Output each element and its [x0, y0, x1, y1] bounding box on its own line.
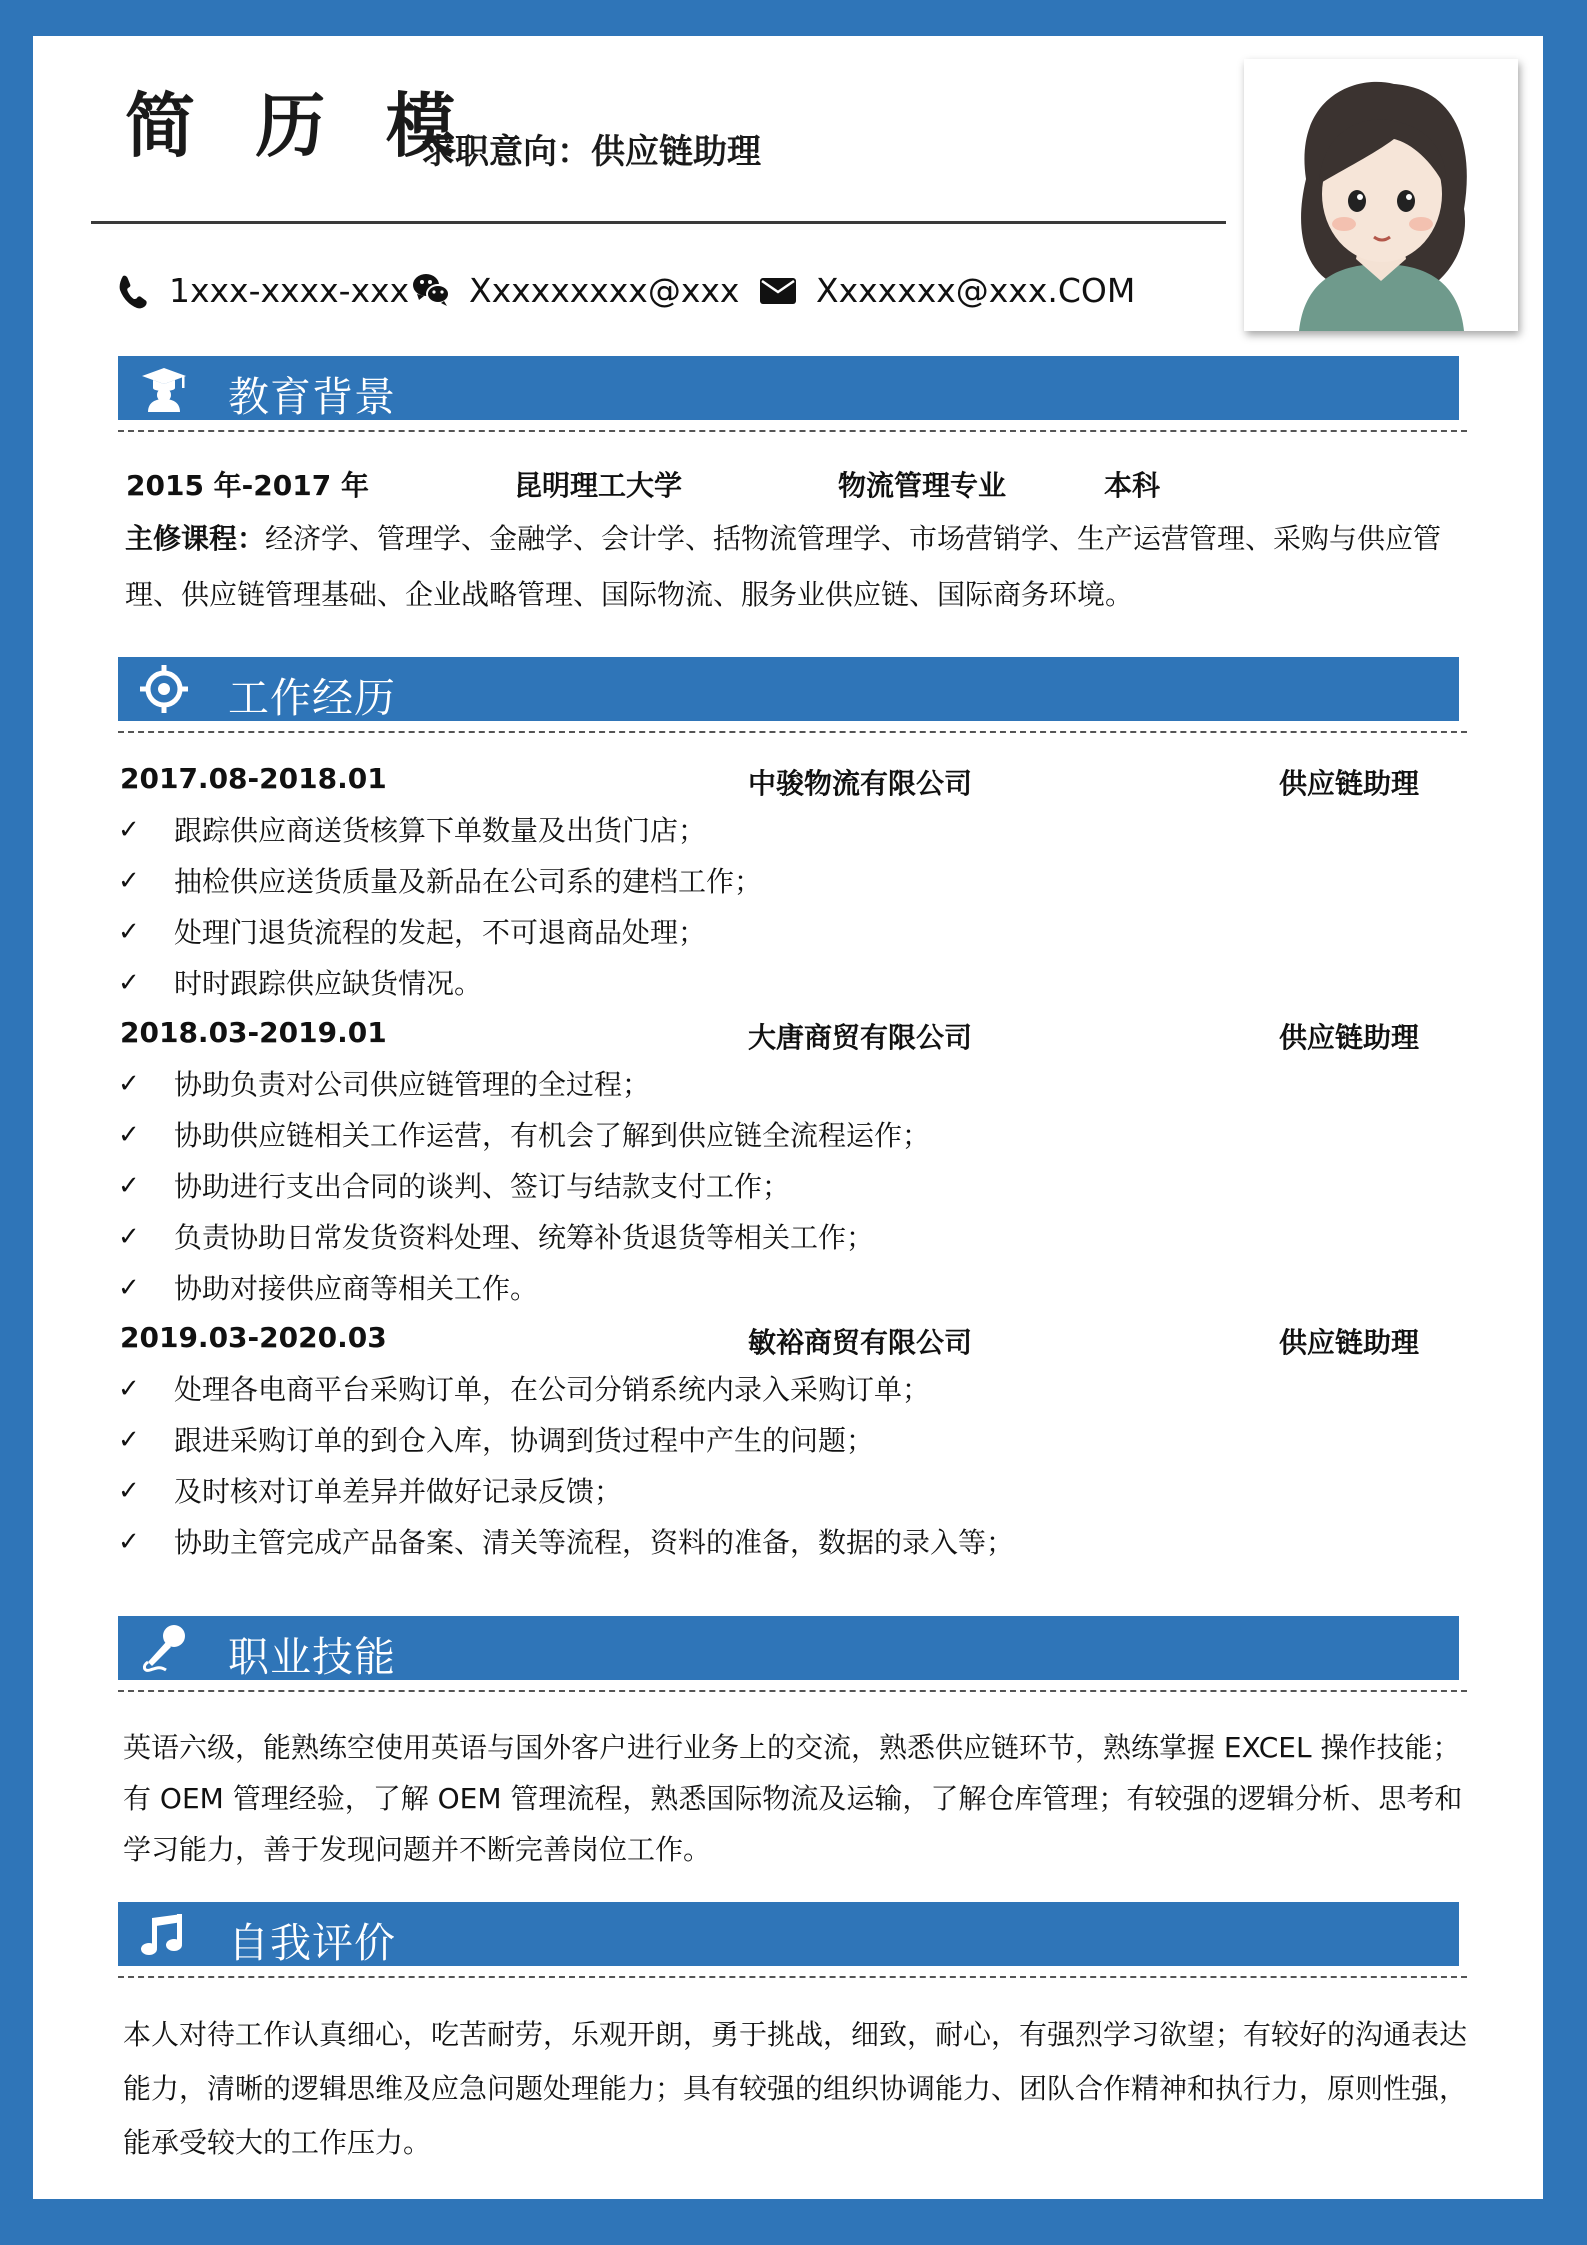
list-item: ✓ 跟进采购订单的到仓入库，协调到货过程中产生的问题； — [118, 1415, 1418, 1466]
section-education-title: 教育背景 — [228, 373, 396, 421]
check-icon: ✓ — [118, 968, 140, 998]
list-item: ✓ 协助供应链相关工作运营，有机会了解到供应链全流程运作； — [118, 1110, 1418, 1161]
job-role: 供应链助理 — [1279, 1021, 1420, 1054]
job-intent: 求职意向：供应链助理 — [421, 132, 761, 172]
section-skills-title: 职业技能 — [228, 1633, 396, 1681]
job-company: 中骏物流有限公司 — [748, 767, 973, 800]
check-icon: ✓ — [118, 1222, 140, 1252]
education-school: 昆明理工大学 — [514, 469, 683, 502]
list-item: ✓ 负责协助日常发货资料处理、统筹补货退货等相关工作； — [118, 1212, 1418, 1263]
check-icon: ✓ — [118, 1374, 140, 1404]
education-years: 2015 年-2017 年 — [126, 469, 369, 502]
envelope-icon — [758, 270, 798, 310]
check-icon: ✓ — [118, 815, 140, 845]
check-icon: ✓ — [118, 1527, 140, 1557]
job-period: 2017.08-2018.01 — [120, 762, 387, 795]
job-role: 供应链助理 — [1279, 1326, 1420, 1359]
self-evaluation-text: 本人对待工作认真细心，吃苦耐劳，乐观开朗，勇于挑战，细致，耐心，有强烈学习欲望；有较好的沟通表达能力，清晰的逻辑思维及应急问题处理能力；具有较强的组织协调能力、团队合作精神和执行力，原则性强，能承受较大的工作压力。 — [123, 2018, 1468, 2159]
job-duties-list — [118, 1364, 1418, 1568]
music-note-icon — [138, 1908, 190, 1960]
check-icon: ✓ — [118, 1476, 140, 1506]
phone-icon — [111, 270, 151, 310]
microphone-icon — [138, 1622, 190, 1674]
courses-text: 经济学、管理学、金融学、会计学、括物流管理学、市场营销学、生产运营管理、采购与供应管理、供应链管理基础、企业战略管理、国际物流、服务业供应链、国际商务环境。 — [125, 522, 1442, 611]
education-major: 物流管理专业 — [838, 469, 1007, 502]
email-address: Xxxxxxx@xxx.COM — [816, 270, 1136, 310]
section-self-header — [118, 1902, 1459, 1966]
check-icon: ✓ — [118, 1273, 140, 1303]
list-item: ✓ 协助主管完成产品备案、清关等流程，资料的准备，数据的录入等； — [118, 1517, 1418, 1568]
phone-number: 1xxx-xxxx-xxx — [169, 270, 410, 310]
list-item: ✓ 处理门退货流程的发起，不可退商品处理； — [118, 907, 1418, 958]
list-item: ✓ 协助进行支出合同的谈判、签订与结款支付工作； — [118, 1161, 1418, 1212]
job-duties-list — [118, 805, 1418, 1009]
job-company: 敏裕商贸有限公司 — [748, 1326, 973, 1359]
crosshair-icon — [138, 663, 190, 715]
courses-label: 主修课程： — [125, 522, 266, 555]
list-item: ✓ 跟踪供应商送货核算下单数量及出货门店； — [118, 805, 1418, 856]
contact-wechat — [411, 268, 739, 312]
list-item: ✓ 协助对接供应商等相关工作。 — [118, 1263, 1418, 1314]
job-role: 供应链助理 — [1279, 767, 1420, 800]
list-item: ✓ 抽检供应送货质量及新品在公司系的建档工作； — [118, 856, 1418, 907]
list-item: ✓ 协助负责对公司供应链管理的全过程； — [118, 1059, 1418, 1110]
avatar — [1244, 59, 1518, 331]
wechat-icon — [411, 270, 451, 310]
contact-phone — [111, 268, 409, 312]
list-item: ✓ 时时跟踪供应缺货情况。 — [118, 958, 1418, 1009]
check-icon: ✓ — [118, 1171, 140, 1201]
section-work-title: 工作经历 — [228, 674, 396, 722]
check-icon: ✓ — [118, 1069, 140, 1099]
check-icon: ✓ — [118, 866, 140, 896]
resume-page — [33, 36, 1543, 2199]
section-education-header — [118, 356, 1459, 420]
check-icon: ✓ — [118, 917, 140, 947]
profile-photo — [1244, 59, 1518, 331]
list-item: ✓ 及时核对订单差异并做好记录反馈； — [118, 1466, 1418, 1517]
resume-title: 简 历 模 — [125, 85, 474, 167]
check-icon: ✓ — [118, 1425, 140, 1455]
job-company: 大唐商贸有限公司 — [748, 1021, 973, 1054]
section-work-header — [118, 657, 1459, 721]
check-icon: ✓ — [118, 1120, 140, 1150]
education-courses — [125, 511, 1485, 623]
wechat-id: Xxxxxxxxx@xxx — [469, 270, 740, 310]
job-period: 2018.03-2019.01 — [120, 1016, 387, 1049]
section-skills-header — [118, 1616, 1459, 1680]
job-period: 2019.03-2020.03 — [120, 1321, 387, 1354]
skills-text: 英语六级，能熟练空使用英语与国外客户进行业务上的交流，熟悉供应链环节，熟练掌握 EXCEL 操作技能；有 OEM 管理经验，了解 OEM 管理流程，熟悉国际物流及运输，了解仓库管理；有较强的逻辑分析、思考和学习能力，善于发现问题并不断完善岗位工作。 — [123, 1731, 1463, 1866]
section-self-title: 自我评价 — [228, 1919, 396, 1967]
education-degree: 本科 — [1104, 469, 1161, 502]
contact-email — [758, 268, 1135, 312]
graduation-cap-icon — [138, 362, 190, 414]
list-item: ✓ 处理各电商平台采购订单，在公司分销系统内录入采购订单； — [118, 1364, 1418, 1415]
job-duties-list — [118, 1059, 1418, 1314]
